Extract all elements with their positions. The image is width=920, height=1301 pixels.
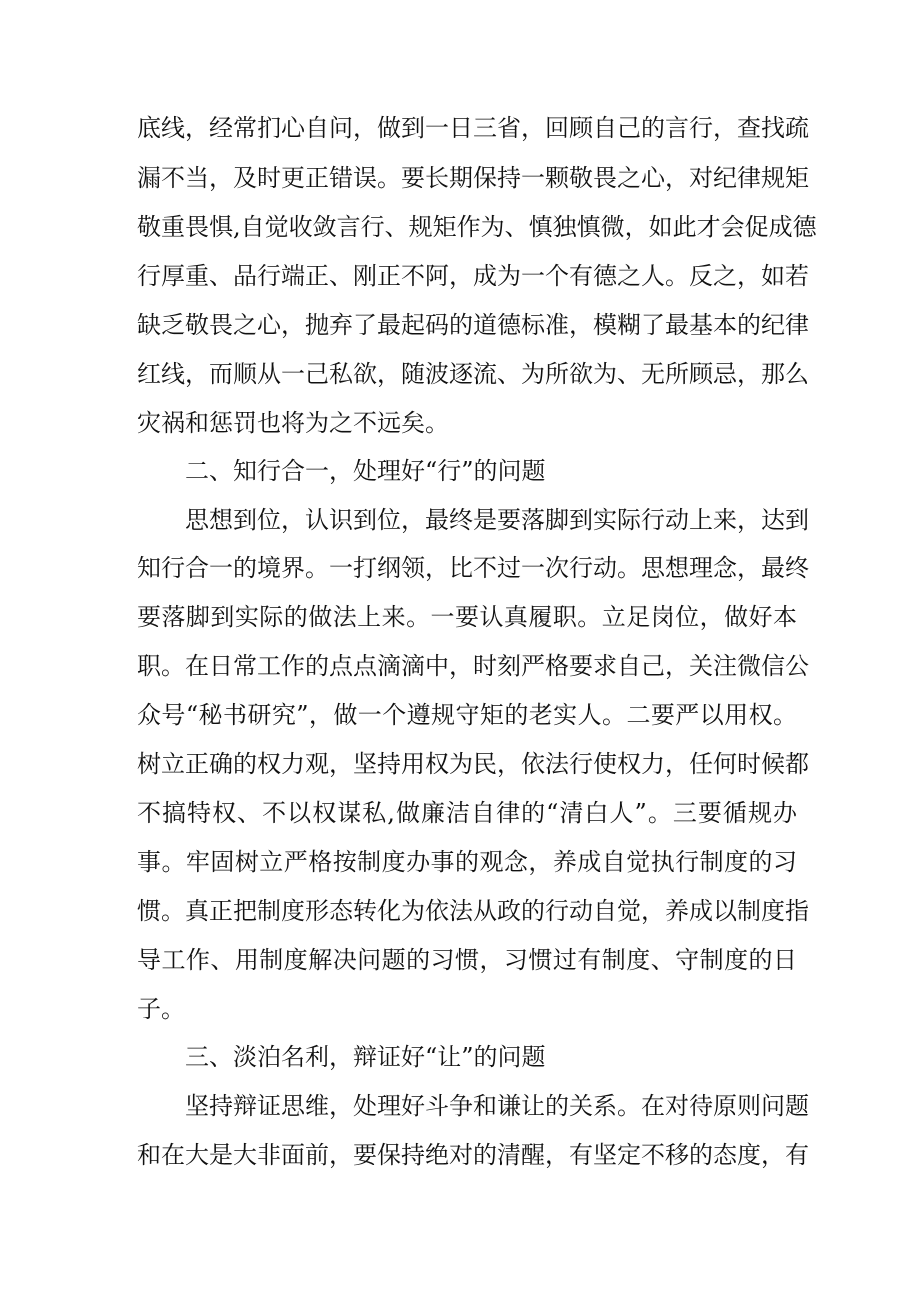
text-line-19: 子。 <box>137 995 185 1023</box>
text-line-17: 惯。真正把制度形态转化为依法从政的行动自觉，养成以制度指 <box>137 897 809 925</box>
text-line-1: 底线，经常扪心自问，做到一日三省，回顾自己的言行，查找疏 <box>137 114 809 142</box>
text-line-6: 红线，而顺从一己私欲，随波逐流、为所欲为、无所顾忌，那么 <box>137 360 809 388</box>
section-heading-2: 二、知行合一，处理好“行”的问题 <box>185 457 546 485</box>
text-line-21: 坚持辩证思维，处理好斗争和谦让的关系。在对待原则问题 <box>185 1092 809 1120</box>
text-line-4: 行厚重、品行端正、刚正不阿，成为一个有德之人。反之，如若 <box>137 262 809 290</box>
text-line-11: 要落脚到实际的做法上来。一要认真履职。立足岗位，做好本 <box>137 603 797 631</box>
text-line-14: 树立正确的权力观，坚持用权为民，依法行使权力，任何时候都 <box>137 750 809 778</box>
text-line-22: 和在大是大非面前，要保持绝对的清醒，有坚定不移的态度，有 <box>137 1141 809 1169</box>
section-heading-3: 三、淡泊名利，辩证好“让”的问题 <box>185 1043 546 1071</box>
text-line-3: 敬重畏惧,自觉收敛言行、规矩作为、慎独慎微，如此才会促成德 <box>137 213 817 241</box>
text-line-2: 漏不当，及时更正错误。要长期保持一颗敬畏之心，对纪律规矩 <box>137 164 809 192</box>
text-line-13: 众号“秘书研究”，做一个遵规守矩的老实人。二要严以用权。 <box>137 701 797 729</box>
text-line-10: 知行合一的境界。一打纲领，比不过一次行动。思想理念，最终 <box>137 554 809 582</box>
text-line-16: 事。牢固树立严格按制度办事的观念，养成自觉执行制度的习 <box>137 848 797 876</box>
text-line-12: 职。在日常工作的点点滴滴中，时刻严格要求自己，关注微信公 <box>137 652 809 680</box>
text-line-18: 导工作、用制度解决问题的习惯，习惯过有制度、守制度的日 <box>137 946 797 974</box>
text-line-5: 缺乏敬畏之心，抛弃了最起码的道德标准，模糊了最基本的纪律 <box>137 311 809 339</box>
text-line-7: 灾祸和惩罚也将为之不远矣。 <box>137 409 449 437</box>
text-line-15: 不搞特权、不以权谋私,做廉洁自律的“清白人”。三要循规办 <box>137 799 797 827</box>
text-line-9: 思想到位，认识到位，最终是要落脚到实际行动上来，达到 <box>185 506 809 534</box>
